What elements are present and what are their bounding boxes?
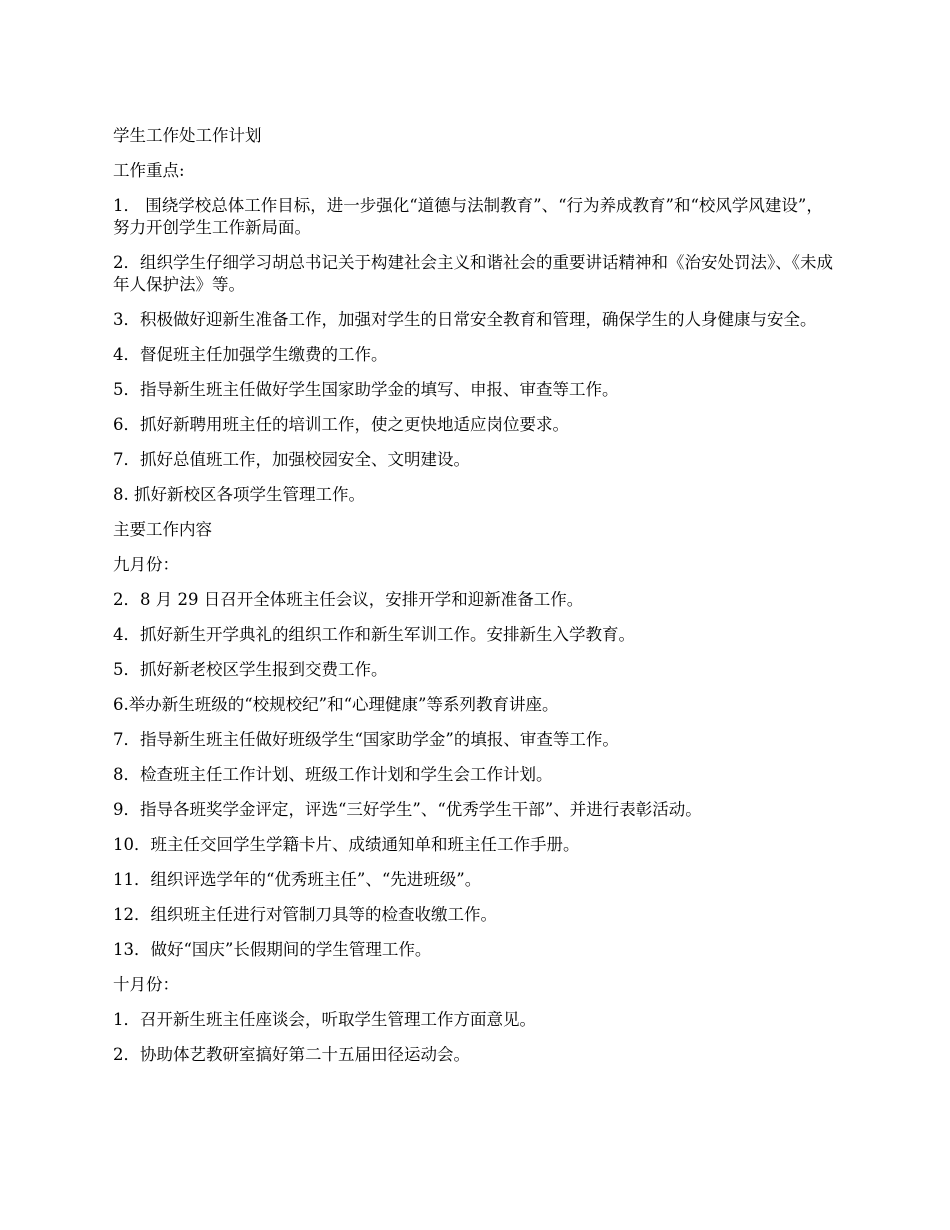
list-item: 3．积极做好迎新生准备工作，加强对学生的日常安全教育和管理，确保学生的人身健康与安全。 (113, 310, 817, 329)
list-item: 7．指导新生班主任做好班级学生“国家助学金”的填报、审查等工作。 (113, 730, 619, 749)
list-item: 2．组织学生仔细学习胡总书记关于构建社会主义和谐社会的重要讲话精神和《治安处罚法》、《未成年人保护法》等。 (113, 253, 833, 294)
list-item: 1． 围绕学校总体工作目标，进一步强化“道德与法制教育”、“行为养成教育”和“校风学风建设”，努力开创学生工作新局面。 (113, 196, 823, 237)
section-heading: 工作重点: (113, 161, 185, 180)
list-item: 6.举办新生班级的“校规校纪”和“心理健康”等系列教育讲座。 (113, 695, 559, 714)
list-item: 11．组织评选学年的“优秀班主任”、“先进班级”。 (113, 870, 482, 889)
list-item: 5．抓好新老校区学生报到交费工作。 (113, 660, 388, 679)
list-item: 5．指导新生班主任做好学生国家助学金的填写、申报、审查等工作。 (113, 380, 619, 399)
document-body (113, 125, 838, 1079)
list-item: 4．抓好新生开学典礼的组织工作和新生军训工作。安排新生入学教育。 (113, 625, 635, 644)
section-heading: 九月份： (113, 555, 179, 574)
document-title: 学生工作处工作计划 (113, 126, 262, 145)
list-item: 7．抓好总值班工作，加强校园安全、文明建设。 (113, 450, 470, 469)
list-item: 2．协助体艺教研室搞好第二十五届田径运动会。 (113, 1045, 470, 1064)
list-item: 8. 抓好新校区各项学生管理工作。 (113, 485, 365, 504)
list-item: 9．指导各班奖学金评定，评选“三好学生”、“优秀学生干部”、并进行表彰活动。 (113, 800, 702, 819)
list-item: 1．召开新生班主任座谈会，听取学生管理工作方面意见。 (113, 1010, 536, 1029)
list-item: 10．班主任交回学生学籍卡片、成绩通知单和班主任工作手册。 (113, 835, 580, 854)
list-item: 12．组织班主任进行对管制刀具等的检查收缴工作。 (113, 905, 497, 924)
section-heading: 十月份： (113, 975, 179, 994)
list-item: 6．抓好新聘用班主任的培训工作，使之更快地适应岗位要求。 (113, 415, 569, 434)
list-item: 13．做好“国庆”长假期间的学生管理工作。 (113, 940, 432, 959)
list-item: 8．检查班主任工作计划、班级工作计划和学生会工作计划。 (113, 765, 553, 784)
list-item: 2．8 月 29 日召开全体班主任会议，安排开学和迎新准备工作。 (113, 590, 584, 609)
section-heading: 主要工作内容 (113, 520, 212, 539)
list-item: 4．督促班主任加强学生缴费的工作。 (113, 345, 388, 364)
